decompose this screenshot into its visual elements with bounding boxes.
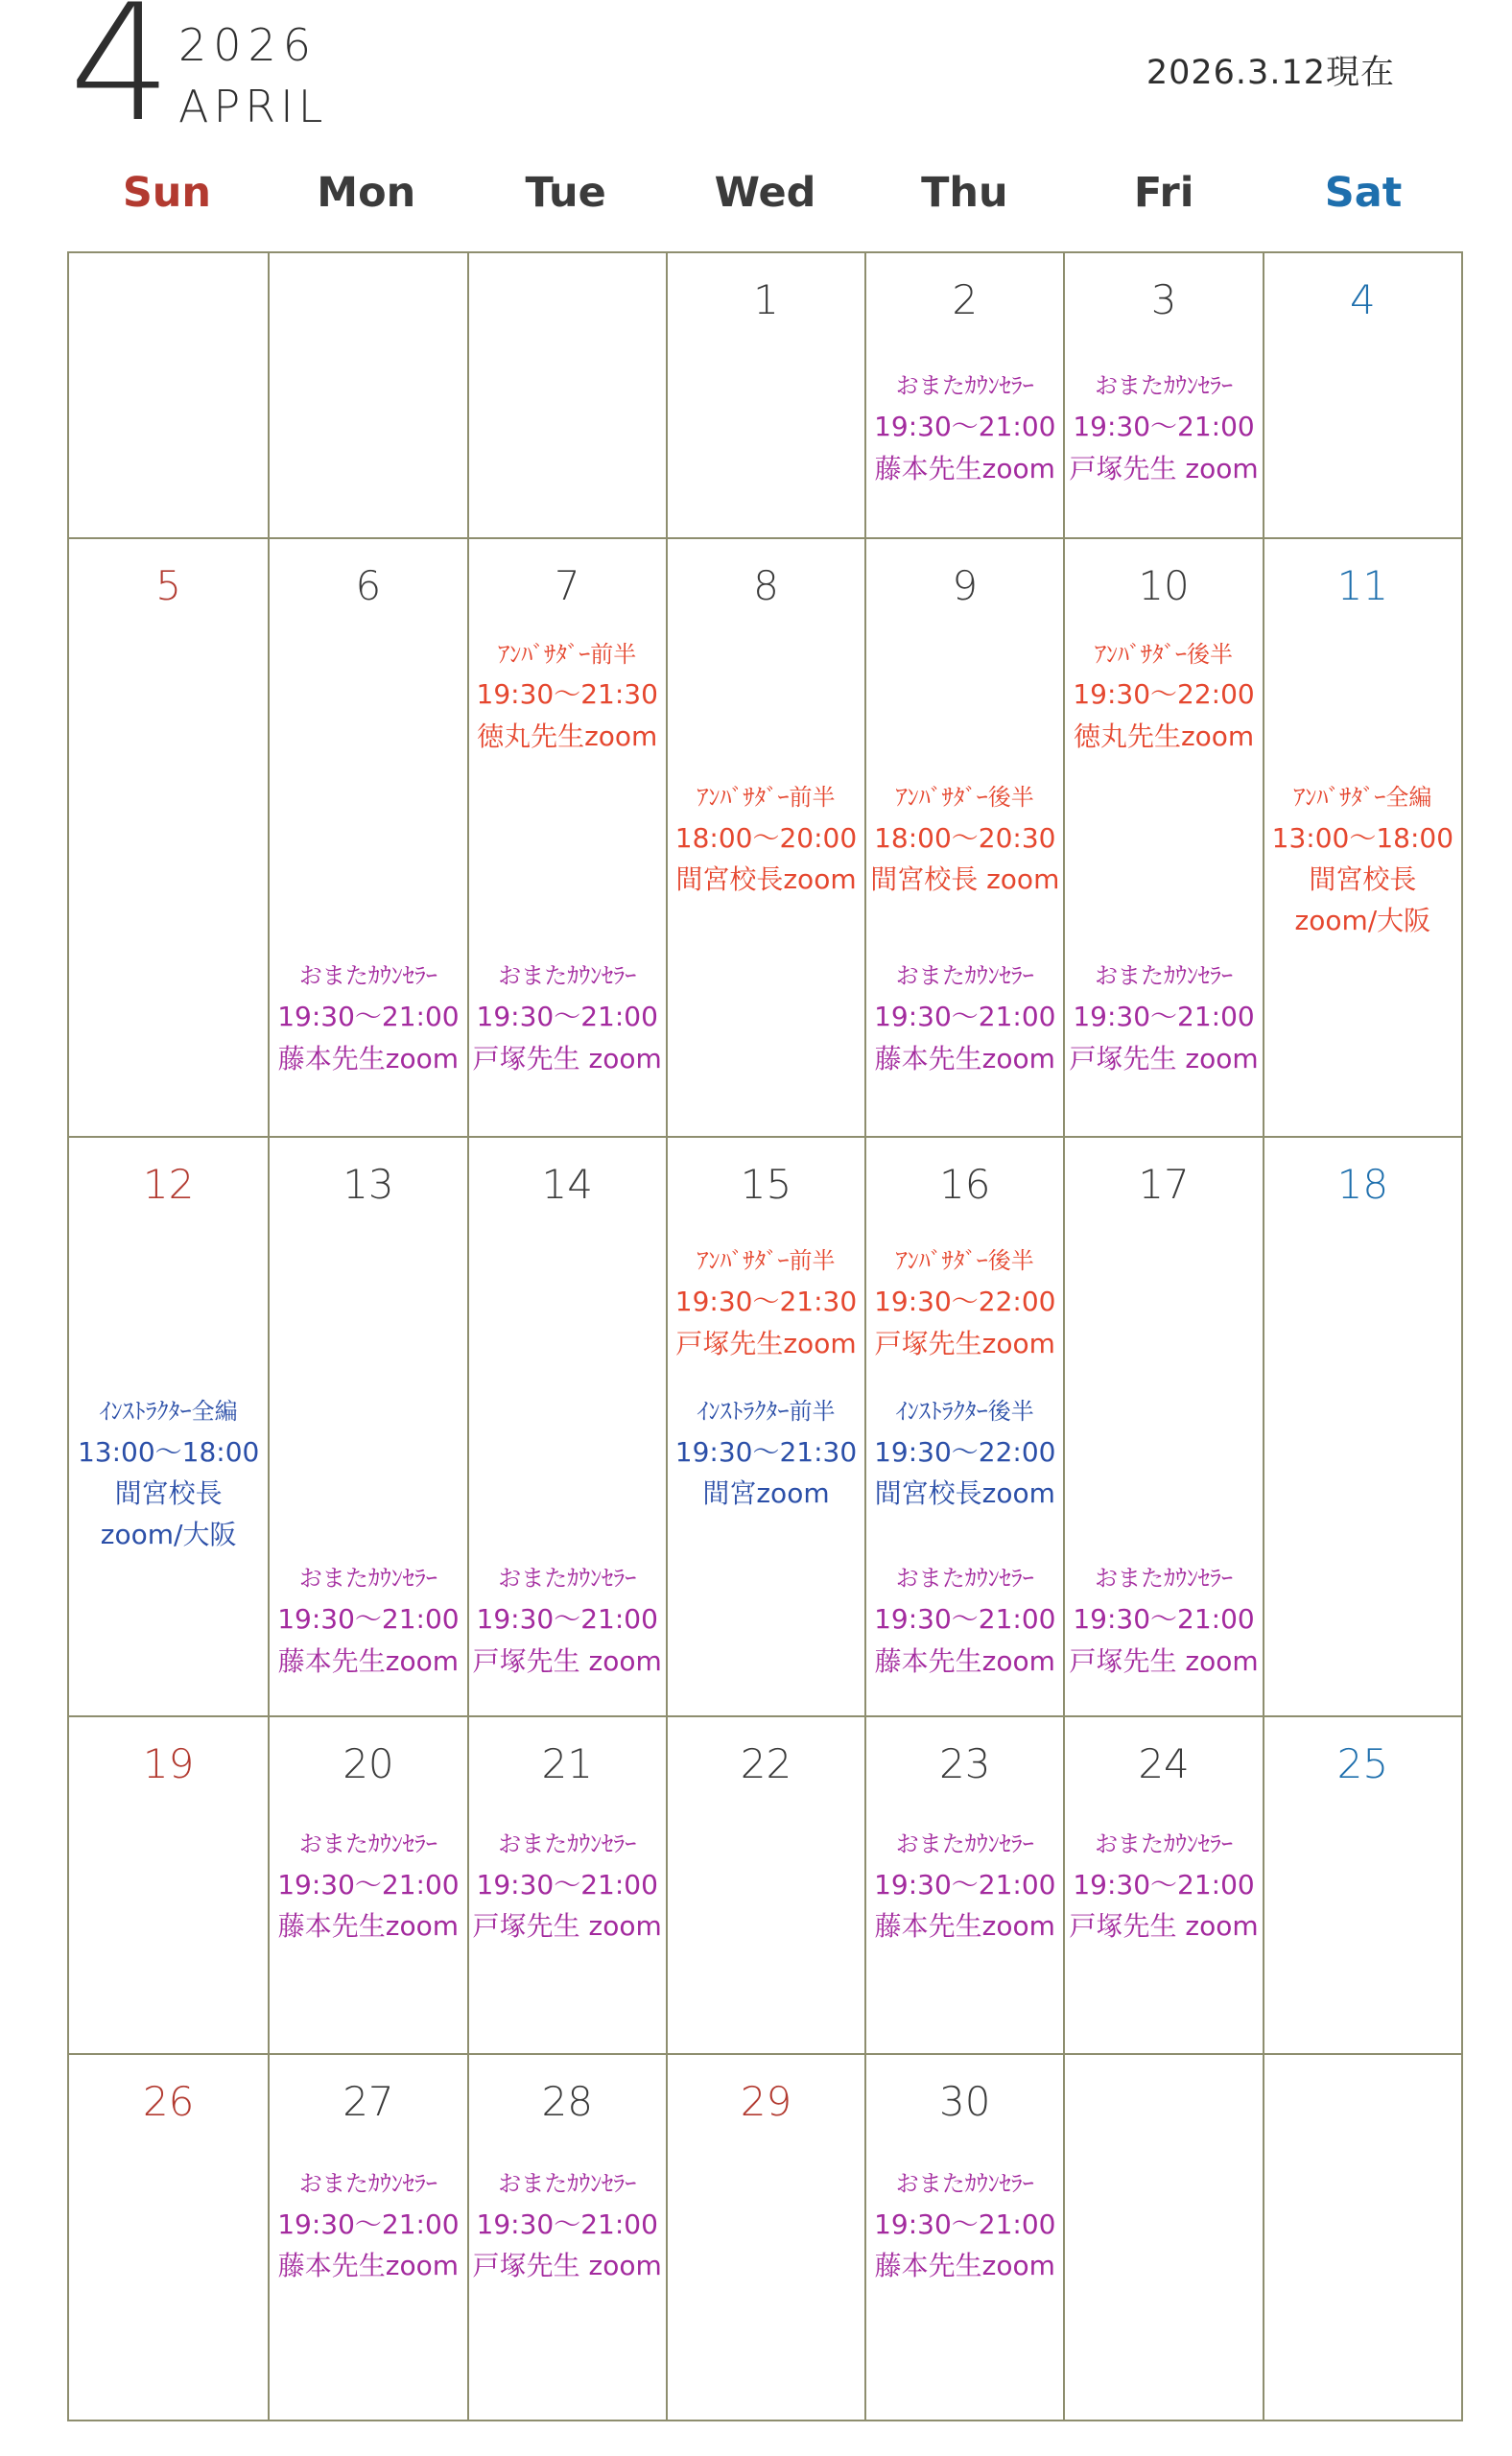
day-number: 26	[142, 2078, 195, 2125]
week-row-4	[69, 1715, 1461, 2053]
day-number: 24	[1138, 1740, 1190, 1787]
empty-cell	[268, 253, 466, 537]
month-name-label: APRIL	[178, 81, 328, 132]
day-cell-30	[864, 2055, 1063, 2420]
day-number: 28	[541, 2078, 593, 2125]
event	[270, 956, 466, 1079]
event-line: 19:30〜21:30	[476, 678, 658, 711]
weekday-header-sun: Sun	[122, 169, 212, 217]
event-line: 戸塚先生 zoom	[1069, 1042, 1259, 1074]
event	[866, 1825, 1063, 1948]
day-cell-1	[666, 253, 864, 537]
event-line: 18:00〜20:00	[674, 821, 858, 854]
day-number: 4	[1349, 276, 1376, 323]
event-line: おまたｶｳﾝｾﾗｰ	[498, 1830, 637, 1857]
event-line: 戸塚先生 zoom	[1069, 1644, 1259, 1677]
day-number: 5	[155, 562, 181, 609]
day-number: 15	[740, 1161, 792, 1208]
day-cell-22	[666, 1717, 864, 2053]
event-line: 間宮校長 zoom	[870, 862, 1060, 895]
event	[1065, 1825, 1262, 1948]
event	[668, 1392, 864, 1515]
event	[1264, 778, 1461, 942]
event	[469, 956, 666, 1079]
day-number: 2	[952, 276, 979, 323]
day-number: 8	[753, 562, 779, 609]
event-line: 戸塚先生 zoom	[472, 1042, 662, 1074]
weekday-header-fri: Fri	[1133, 169, 1194, 217]
event-line: おまたｶｳﾝｾﾗｰ	[1095, 962, 1234, 990]
event-line: 19:30〜21:00	[277, 1603, 460, 1636]
week-row-5	[69, 2053, 1461, 2420]
event-line: 18:00〜20:30	[874, 821, 1056, 854]
event-line: 19:30〜21:00	[1073, 1603, 1255, 1636]
event-line: 戸塚先生 zoom	[1069, 452, 1259, 484]
event	[866, 1392, 1063, 1515]
event-line: 間宮zoom	[702, 1477, 830, 1510]
weekday-header-tue: Tue	[525, 169, 606, 217]
event-line: 19:30〜21:00	[476, 2208, 658, 2240]
event-line: 間宮校長	[1309, 862, 1417, 895]
event	[866, 1559, 1063, 1682]
event-line: 19:30〜22:00	[874, 1286, 1056, 1318]
event-line: 戸塚先生 zoom	[472, 1910, 662, 1943]
day-cell-7	[467, 539, 666, 1136]
event-line: 藤本先生zoom	[277, 1910, 460, 1943]
day-cell-9	[864, 539, 1063, 1136]
event-line: おまたｶｳﾝｾﾗｰ	[895, 1830, 1034, 1857]
event-line: ｱﾝﾊﾞｻﾀﾞｰ前半	[697, 1247, 836, 1275]
event-line: 間宮校長zoom	[675, 862, 857, 895]
event	[866, 2164, 1063, 2287]
event-line: 間宮校長zoom	[874, 1477, 1055, 1510]
day-cell-29	[666, 2055, 864, 2420]
day-number: 17	[1138, 1161, 1190, 1208]
day-number: 18	[1336, 1161, 1389, 1208]
day-cell-21	[467, 1717, 666, 2053]
event-line: おまたｶｳﾝｾﾗｰ	[498, 1565, 637, 1593]
day-number: 23	[939, 1740, 991, 1787]
event	[866, 366, 1063, 489]
day-number: 30	[939, 2078, 991, 2125]
event-line: おまたｶｳﾝｾﾗｰ	[298, 1565, 437, 1593]
event-line: 19:30〜21:00	[1073, 411, 1255, 443]
event	[1065, 635, 1262, 758]
weekday-header-mon: Mon	[317, 169, 416, 217]
event-line: ｱﾝﾊﾞｻﾀﾞｰ前半	[697, 783, 836, 811]
event-line: 19:30〜21:00	[874, 1001, 1056, 1033]
year-label: 2026	[178, 19, 319, 71]
calendar-grid	[67, 251, 1463, 2421]
month-numeral: 4	[69, 0, 172, 157]
event-line: おまたｶｳﾝｾﾗｰ	[895, 372, 1034, 400]
day-cell-14	[467, 1138, 666, 1715]
day-number: 13	[343, 1161, 394, 1208]
event-line: 藤本先生zoom	[277, 2250, 460, 2282]
event-line: 藤本先生zoom	[277, 1042, 460, 1074]
event-line: 19:30〜21:00	[874, 2208, 1056, 2240]
day-number: 1	[753, 276, 779, 323]
week-row-3	[69, 1136, 1461, 1715]
event	[1065, 366, 1262, 489]
event-line: 19:30〜21:00	[277, 2208, 460, 2240]
weekday-header-sat: Sat	[1324, 169, 1403, 217]
event-line: おまたｶｳﾝｾﾗｰ	[895, 2170, 1034, 2197]
event	[469, 1825, 666, 1948]
day-cell-28	[467, 2055, 666, 2420]
event-line: 19:30〜21:00	[874, 1868, 1056, 1901]
event-line: 藤本先生zoom	[874, 1644, 1055, 1677]
day-cell-3	[1063, 253, 1262, 537]
day-number: 11	[1336, 562, 1389, 609]
event-line: おまたｶｳﾝｾﾗｰ	[1095, 372, 1234, 400]
day-cell-16	[864, 1138, 1063, 1715]
event-line: 藤本先生zoom	[874, 1042, 1055, 1074]
event-line: 藤本先生zoom	[277, 1644, 460, 1677]
day-number: 9	[952, 562, 979, 609]
day-number: 3	[1150, 276, 1177, 323]
event-line: 19:30〜21:30	[674, 1435, 858, 1468]
day-number: 16	[939, 1161, 991, 1208]
event-line: 戸塚先生 zoom	[472, 2250, 662, 2282]
day-cell-12	[69, 1138, 268, 1715]
event-line: 藤本先生zoom	[874, 1910, 1055, 1943]
day-cell-27	[268, 2055, 466, 2420]
event-line: 19:30〜21:00	[476, 1603, 658, 1636]
day-cell-10	[1063, 539, 1262, 1136]
event	[69, 1392, 268, 1556]
event-line: 19:30〜21:00	[476, 1868, 658, 1901]
weekday-header-thu: Thu	[921, 169, 1008, 217]
event-line: 戸塚先生zoom	[675, 1327, 857, 1359]
event	[270, 1825, 466, 1948]
event-line: ｱﾝﾊﾞｻﾀﾞｰ後半	[895, 1247, 1034, 1275]
day-cell-5	[69, 539, 268, 1136]
event-line: 間宮校長	[114, 1477, 223, 1510]
event-line: 19:30〜21:00	[874, 1603, 1056, 1636]
weekday-header-wed: Wed	[714, 169, 816, 217]
event	[1065, 1559, 1262, 1682]
event-line: zoom/大阪	[100, 1519, 237, 1551]
day-cell-17	[1063, 1138, 1262, 1715]
event-line: おまたｶｳﾝｾﾗｰ	[298, 2170, 437, 2197]
event-line: 徳丸先生zoom	[1073, 720, 1255, 752]
event-line: 19:30〜21:00	[874, 411, 1056, 443]
event-line: 13:00〜18:00	[1271, 821, 1454, 854]
event-line: 戸塚先生 zoom	[1069, 1910, 1259, 1943]
event-line: 13:00〜18:00	[77, 1435, 260, 1468]
event-line: 19:30〜21:00	[277, 1868, 460, 1901]
day-number: 29	[740, 2078, 792, 2125]
event-line: 戸塚先生zoom	[874, 1327, 1055, 1359]
event-line: ｱﾝﾊﾞｻﾀﾞｰ全編	[1293, 783, 1432, 811]
event-line: 19:30〜22:00	[874, 1435, 1056, 1468]
event	[469, 2164, 666, 2287]
event-line: 19:30〜21:00	[1073, 1001, 1255, 1033]
event-line: ｲﾝｽﾄﾗｸﾀｰ前半	[697, 1397, 836, 1425]
day-number: 7	[554, 562, 580, 609]
day-cell-13	[268, 1138, 466, 1715]
week-row-2	[69, 537, 1461, 1136]
day-cell-20	[268, 1717, 466, 2053]
empty-cell	[1063, 2055, 1262, 2420]
day-cell-15	[666, 1138, 864, 1715]
as-of-date: 2026.3.12現在	[1146, 54, 1395, 92]
day-cell-26	[69, 2055, 268, 2420]
event-line: 藤本先生zoom	[874, 2250, 1055, 2282]
day-number: 25	[1336, 1740, 1389, 1787]
day-number: 21	[541, 1740, 593, 1787]
day-cell-25	[1263, 1717, 1461, 2053]
day-cell-2	[864, 253, 1063, 537]
day-cell-11	[1263, 539, 1461, 1136]
event-line: zoom/大阪	[1294, 905, 1431, 937]
empty-cell	[69, 253, 268, 537]
day-number: 20	[343, 1740, 394, 1787]
event	[866, 778, 1063, 901]
event	[469, 635, 666, 758]
event-line: ｱﾝﾊﾞｻﾀﾞｰ後半	[1095, 640, 1234, 668]
event-line: 藤本先生zoom	[874, 452, 1055, 484]
day-number: 19	[142, 1740, 195, 1787]
event-line: おまたｶｳﾝｾﾗｰ	[498, 962, 637, 990]
weekday-header-row	[67, 157, 1463, 228]
day-number: 10	[1138, 562, 1190, 609]
event-line: 徳丸先生zoom	[477, 720, 658, 752]
event	[469, 1559, 666, 1682]
event-line: ｱﾝﾊﾞｻﾀﾞｰ後半	[895, 783, 1034, 811]
day-number: 12	[142, 1161, 195, 1208]
event	[270, 2164, 466, 2287]
event-line: おまたｶｳﾝｾﾗｰ	[498, 2170, 637, 2197]
day-cell-6	[268, 539, 466, 1136]
event-line: おまたｶｳﾝｾﾗｰ	[298, 962, 437, 990]
day-cell-8	[666, 539, 864, 1136]
event	[1065, 956, 1262, 1079]
event-line: おまたｶｳﾝｾﾗｰ	[895, 1565, 1034, 1593]
event-line: 19:30〜21:00	[476, 1001, 658, 1033]
event	[866, 956, 1063, 1079]
day-cell-4	[1263, 253, 1461, 537]
empty-cell	[467, 253, 666, 537]
event-line: 戸塚先生 zoom	[472, 1644, 662, 1677]
day-cell-23	[864, 1717, 1063, 2053]
event	[270, 1559, 466, 1682]
day-number: 14	[541, 1161, 593, 1208]
event-line: 19:30〜21:30	[674, 1286, 858, 1318]
event-line: ｱﾝﾊﾞｻﾀﾞｰ前半	[498, 640, 637, 668]
event-line: おまたｶｳﾝｾﾗｰ	[1095, 1830, 1234, 1857]
event-line: 19:30〜21:00	[277, 1001, 460, 1033]
event	[668, 1241, 864, 1364]
day-cell-24	[1063, 1717, 1262, 2053]
week-row-1	[69, 253, 1461, 537]
event-line: おまたｶｳﾝｾﾗｰ	[895, 962, 1034, 990]
event	[668, 778, 864, 901]
event-line: ｲﾝｽﾄﾗｸﾀｰ後半	[895, 1397, 1034, 1425]
day-cell-18	[1263, 1138, 1461, 1715]
year-block	[178, 19, 328, 132]
day-number: 22	[740, 1740, 792, 1787]
event-line: ｲﾝｽﾄﾗｸﾀｰ全編	[99, 1397, 238, 1425]
day-cell-19	[69, 1717, 268, 2053]
day-number: 6	[355, 562, 382, 609]
empty-cell	[1263, 2055, 1461, 2420]
day-number: 27	[343, 2078, 394, 2125]
event	[866, 1241, 1063, 1364]
event-line: 19:30〜21:00	[1073, 1868, 1255, 1901]
event-line: おまたｶｳﾝｾﾗｰ	[298, 1830, 437, 1857]
event-line: 19:30〜22:00	[1073, 678, 1255, 711]
event-line: おまたｶｳﾝｾﾗｰ	[1095, 1565, 1234, 1593]
